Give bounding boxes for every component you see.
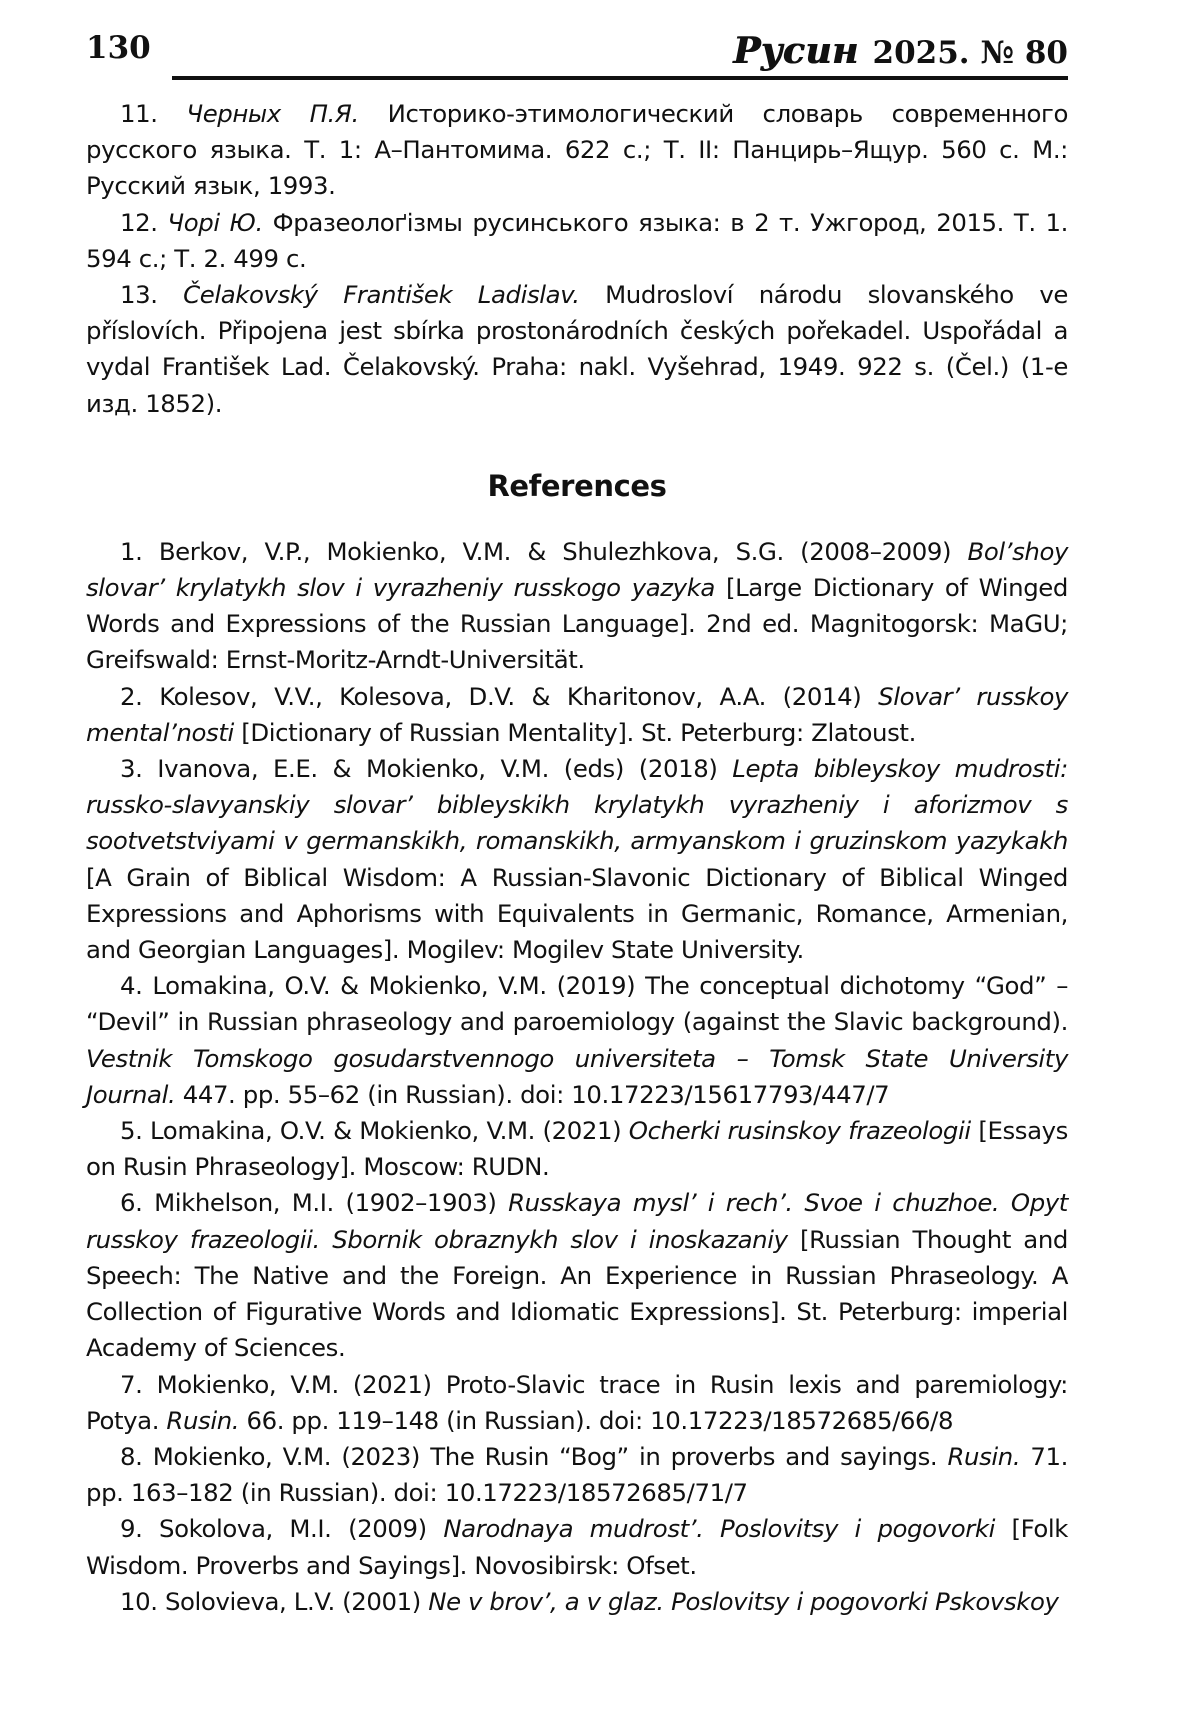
running-head (733, 30, 1068, 72)
page-number: 130 (86, 30, 151, 66)
reference-entry: 3. Ivanova, E.E. & Mokienko, V.M. (eds) (2018) Lepta bibleyskoy mudrosti: russko-slavyanskiy slovar’ bibleyskikh krylatykh vyrazheniy i aforizmov s sootvetstviyami v germanskikh, romanskikh, armyanskom i gruzinskom yazykakh [A Grain of Biblical Wisdom: A Russian-Slavonic Dictionary of Biblical Winged Expressions and Aphorisms with Equivalents in Germanic, Romance, Armenian, and Georgian Languages]. Mogilev: Mogilev State University. (86, 754, 1068, 965)
reference-entry: 1. Berkov, V.P., Mokienko, V.M. & Shulezhkova, S.G. (2008–2009) Bol’shoy slovar’ krylatykh slov i vyrazheniy russkogo yazyka [Large Dictionary of Winged Words and Expressions of the Russian Language]. 2nd ed. Magnitogorsk: MaGU; Greifswald: Ernst-Moritz-Arndt-Universität. (86, 536, 1069, 675)
literature-entry: 12. Чорі Ю. Фразеолоґізмы русинського языка: в 2 т. Ужгород, 2015. Т. 1. 594 с.; Т. 2. 499 с. (86, 207, 1068, 273)
journal-name-logo: Русин (733, 30, 859, 72)
page-header (86, 26, 1068, 78)
literature-entry: 11. Черных П.Я. Историко-этимологический словарь современного русского языка. Т. 1: А–Пантомима. 622 с.; Т. II: Панцирь–Ящур. 560 с. М.: Русский язык, 1993. (86, 99, 1068, 201)
journal-issue: 2025. № 80 (872, 35, 1068, 71)
reference-entry: 7. Mokienko, V.M. (2021) Proto-Slavic trace in Rusin lexis and paremiology: Potya. Rusin. 66. pp. 119–148 (in Russian). doi: 10.17223/18572685/66/8 (86, 1369, 1068, 1435)
reference-entry: 10. Solovieva, L.V. (2001) Ne v brov’, a v glaz. Poslovitsy i pogovorki Pskovskoy (120, 1586, 1059, 1616)
reference-entry: 4. Lomakina, O.V. & Mokienko, V.M. (2019) The conceptual dichotomy “God” – “Devil” in Russian phraseology and paroemiology (against the Slavic background). Vestnik Tomskogo gosudarstvennogo universiteta – Tomsk State University Journal. 447. pp. 55–62 (in Russian). doi: 10.17223/15617793/447/7 (86, 971, 1068, 1109)
reference-entry: 2. Kolesov, V.V., Kolesova, D.V. & Kharitonov, A.A. (2014) Slovar’ russkoy mental’nosti [Dictionary of Russian Mentality]. St. Peterburg: Zlatoust. (86, 681, 1068, 747)
article-body (86, 96, 1068, 1620)
reference-entry: 8. Mokienko, V.M. (2023) The Rusin “Bog” in proverbs and sayings. Rusin. 71. pp. 163–182 (in Russian). doi: 10.17223/18572685/71/7 (86, 1441, 1068, 1508)
reference-entry: 9. Sokolova, M.I. (2009) Narodnaya mudrost’. Poslovitsy i pogovorki [Folk Wisdom. Proverbs and Sayings]. Novosibirsk: Ofset. (86, 1514, 1068, 1580)
reference-entry: 5. Lomakina, O.V. & Mokienko, V.M. (2021) Ocherki rusinskoy frazeologii [Essays on Rusin Phraseology]. Moscow: RUDN. (86, 1116, 1068, 1182)
reference-entry: 6. Mikhelson, M.I. (1902–1903) Russkaya mysl’ i rech’. Svoe i chuzhoe. Opyt russkoy frazeologii. Sbornik obraznykh slov i inoskazaniy [Russian Thought and Speech: The Native and the Foreign. An Experience in Russian Phraseology. A Collection of Figurative Words and Idiomatic Expressions]. St. Peterburg: imperial Academy of Sciences. (86, 1188, 1068, 1363)
references-heading: References (487, 468, 667, 503)
header-rule (172, 76, 1068, 80)
literature-entry: 13. Čelakovský František Ladislav. Mudrosloví národu slovanského ve příslovích. Připojena jest sbírka prostonárodních českých pořekadel. Uspořádal a vydal František Lad. Čelakovský. Praha: nakl. Vyšehrad, 1949. 922 s. (Čel.) (1-е изд. 1852). (86, 280, 1068, 418)
